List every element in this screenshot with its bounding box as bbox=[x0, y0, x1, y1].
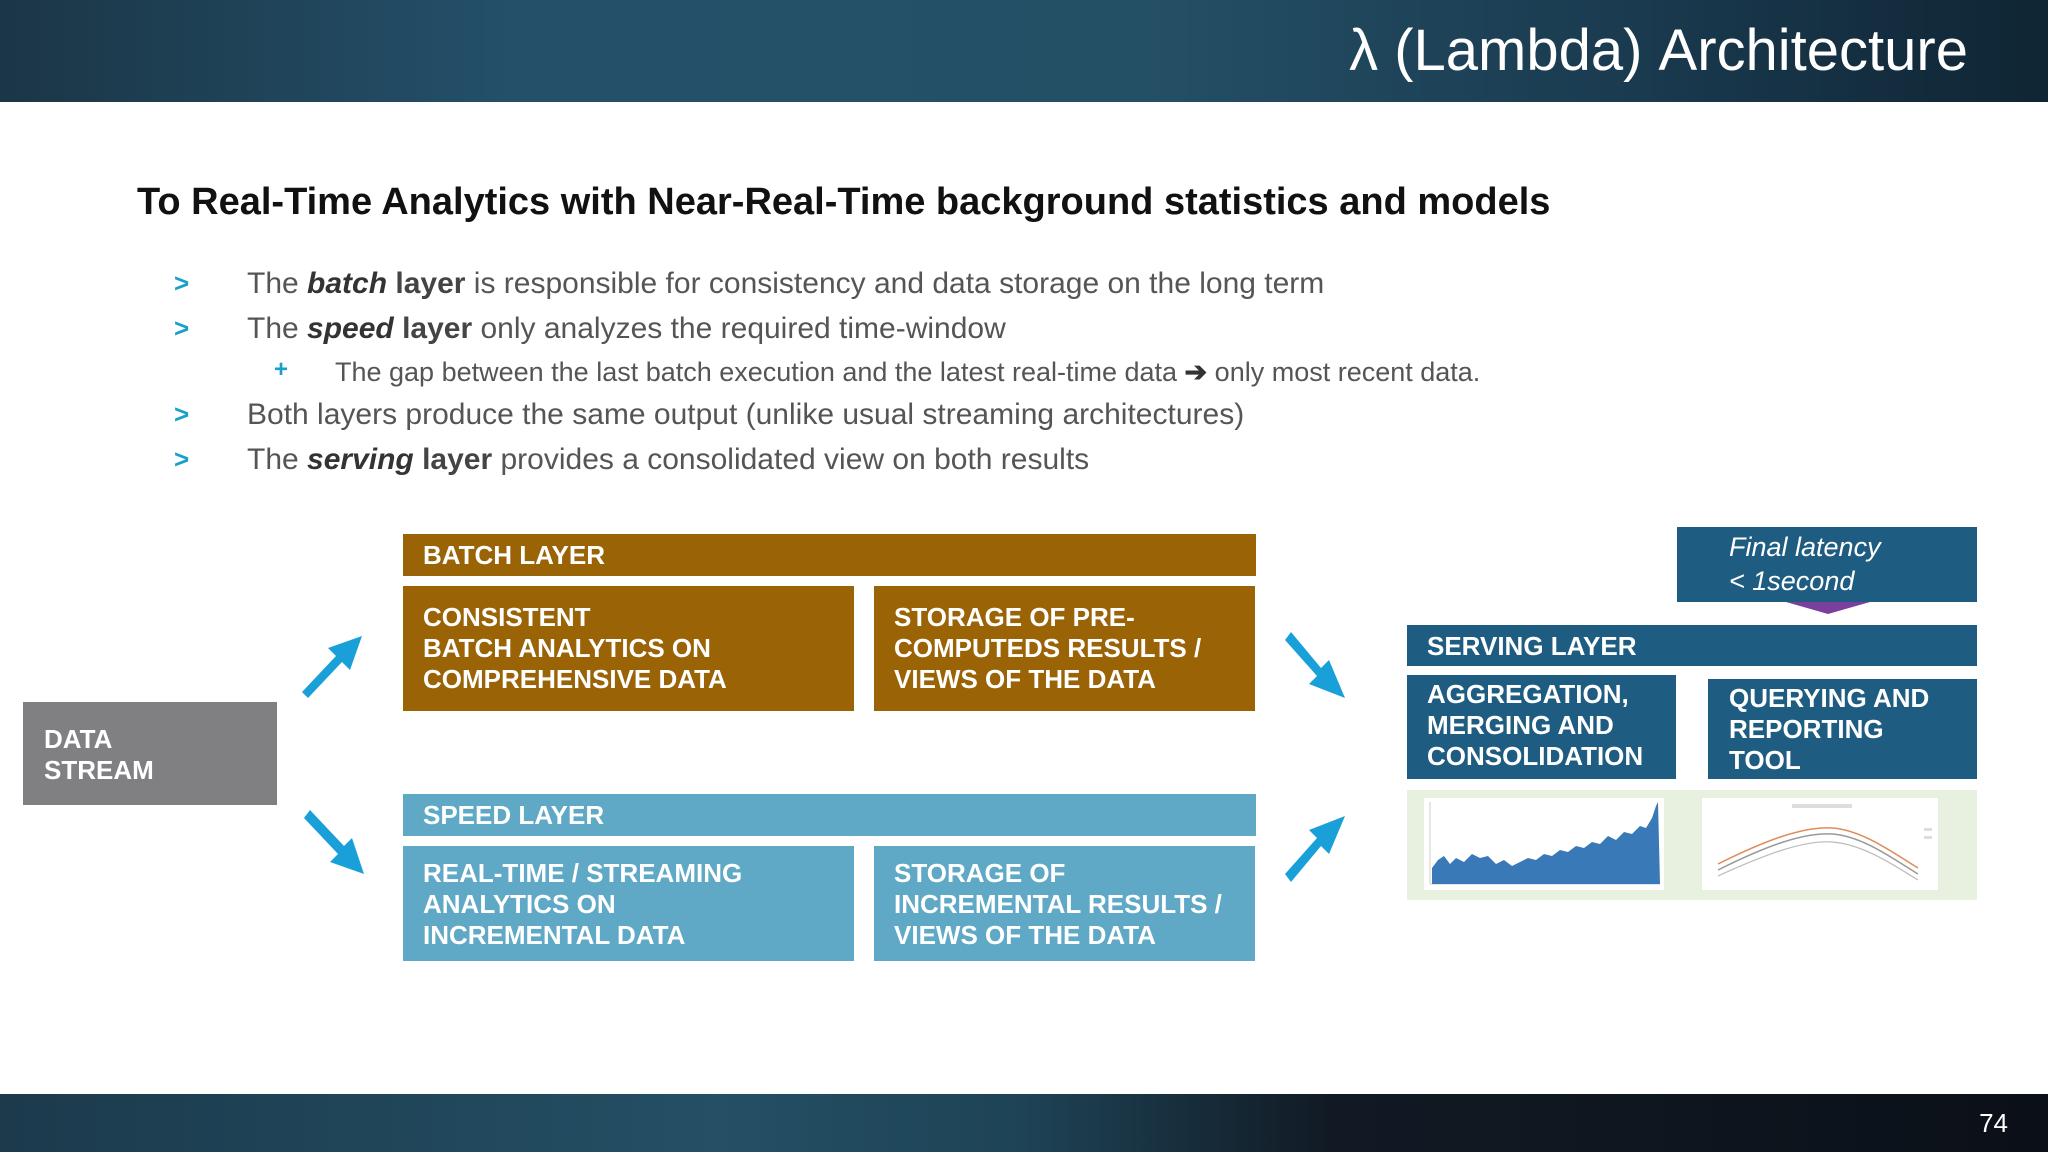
bullet-speed-layer: The speed layer only analyzes the required time-window bbox=[247, 312, 1006, 345]
final-latency-callout: Final latency < 1second bbox=[1677, 527, 1977, 602]
arrow-icon bbox=[300, 630, 370, 705]
bullet-marker-icon: > bbox=[174, 399, 190, 429]
batch-analytics-box: CONSISTENT BATCH ANALYTICS ON COMPREHENSIVE DATA bbox=[403, 586, 854, 711]
bullet-plus-icon: + bbox=[274, 356, 289, 383]
report-thumbnails bbox=[1407, 790, 1977, 900]
page-number: 74 bbox=[1979, 1108, 2008, 1138]
slide-subtitle: To Real-Time Analytics with Near-Real-Time background statistics and models bbox=[137, 181, 1551, 223]
area-chart-image bbox=[1424, 798, 1664, 890]
bullet-marker-icon: > bbox=[174, 313, 190, 343]
aggregation-box: AGGREGATION, MERGING AND CONSOLIDATION bbox=[1407, 675, 1676, 779]
arrow-icon bbox=[1283, 628, 1349, 700]
speed-layer-header: SPEED LAYER bbox=[403, 794, 1256, 836]
serving-layer-header: SERVING LAYER bbox=[1407, 625, 1977, 666]
bullet-batch-layer: The batch layer is responsible for consistency and data storage on the long term bbox=[247, 267, 1325, 300]
speed-analytics-box: REAL-TIME / STREAMING ANALYTICS ON INCREMENTAL DATA bbox=[403, 846, 854, 961]
batch-layer-header: BATCH LAYER bbox=[403, 534, 1256, 576]
right-arrow-icon: ➔ bbox=[1184, 357, 1208, 387]
area-chart-thumbnail bbox=[1424, 798, 1664, 890]
sub-bullet-gap: The gap between the last batch execution and the latest real-time data ➔ only most recent data. bbox=[335, 357, 1481, 387]
bullet-same-output: Both layers produce the same output (unlike usual streaming architectures) bbox=[247, 398, 1245, 431]
slide-title: λ (Lambda) Architecture bbox=[1349, 18, 1968, 83]
querying-tool-box: QUERYING AND REPORTING TOOL bbox=[1708, 679, 1977, 779]
bullet-serving-layer: The serving layer provides a consolidated view on both results bbox=[247, 443, 1090, 476]
line-chart-thumbnail bbox=[1702, 798, 1938, 890]
arrow-icon bbox=[302, 806, 372, 878]
arrow-icon bbox=[1283, 814, 1349, 886]
bullet-marker-icon: > bbox=[174, 444, 190, 474]
latency-pointer bbox=[1786, 602, 1870, 614]
bullet-marker-icon: > bbox=[174, 268, 190, 298]
footer-bar bbox=[0, 1094, 2048, 1152]
line-chart-image bbox=[1702, 798, 1938, 890]
batch-storage-box: STORAGE OF PRE- COMPUTEDS RESULTS / VIEWS OF THE DATA bbox=[874, 586, 1255, 711]
speed-storage-box: STORAGE OF INCREMENTAL RESULTS / VIEWS OF THE DATA bbox=[874, 846, 1255, 961]
data-stream-box: DATA STREAM bbox=[23, 702, 277, 805]
